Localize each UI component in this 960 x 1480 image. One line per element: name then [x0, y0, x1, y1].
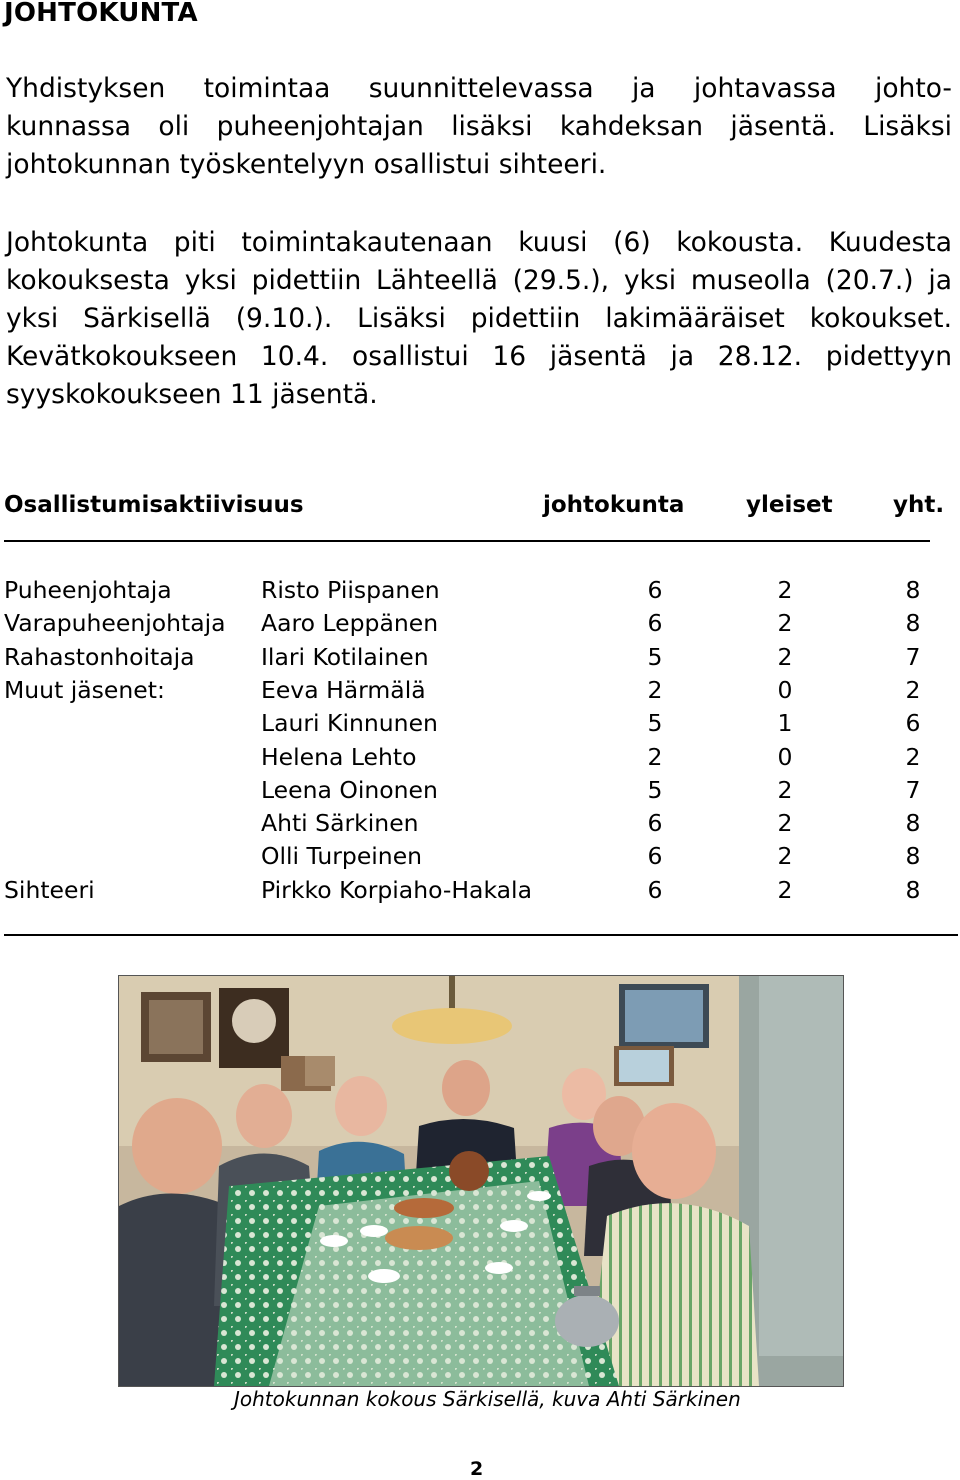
name-cell: Olli Turpeinen	[261, 842, 423, 871]
yht-cell: 8	[905, 809, 921, 838]
role-cell: Puheenjohtaja	[4, 576, 172, 604]
yleiset-cell: 2	[777, 576, 793, 604]
yleiset-cell: 2	[777, 642, 793, 671]
name-cell: Aaro Leppänen	[261, 609, 439, 638]
table-row	[0, 743, 960, 777]
role-cell: Rahastonhoitaja	[4, 642, 195, 671]
table-row	[0, 876, 960, 910]
meeting-photo-illustration	[119, 976, 843, 1386]
name-cell: Leena Oinonen	[261, 775, 438, 804]
paragraph-board-composition	[6, 70, 952, 184]
johtokunta-cell: 6	[647, 809, 663, 838]
johtokunta-cell: 6	[647, 609, 663, 638]
paragraph-line: Kevätkokoukseen 10.4. osallistui 16 jäsentä ja 28.12. pidettyyn	[6, 341, 952, 372]
yleiset-cell: 0	[777, 742, 793, 771]
johtokunta-cell: 2	[647, 675, 663, 704]
column-header-yleiset: yleiset	[746, 492, 833, 518]
name-cell: Ilari Kotilainen	[261, 642, 429, 671]
table-row	[0, 842, 960, 876]
yht-cell: 7	[905, 642, 921, 671]
participation-table	[0, 576, 960, 916]
page-heading: JOHTOKUNTA	[4, 0, 198, 28]
name-cell: Lauri Kinnunen	[261, 709, 438, 738]
paragraph-line: syyskokoukseen 11 jäsentä.	[6, 379, 378, 410]
yleiset-cell: 0	[777, 675, 793, 704]
table-row	[0, 709, 960, 743]
johtokunta-cell: 5	[647, 775, 663, 804]
paragraph-meetings	[6, 224, 952, 414]
yht-cell: 8	[905, 576, 921, 604]
yleiset-cell: 2	[777, 809, 793, 838]
column-header-johtokunta: johtokunta	[543, 492, 685, 518]
paragraph-line: johtokunnan työskentelyyn osallistui sihteeri.	[6, 149, 607, 180]
johtokunta-cell: 6	[647, 875, 663, 904]
yht-cell: 8	[905, 609, 921, 638]
paragraph-line: Yhdistyksen toimintaa suunnittelevassa ja johtavassa johto-	[6, 73, 952, 104]
yht-cell: 7	[905, 775, 921, 804]
yleiset-cell: 2	[777, 842, 793, 871]
name-cell: Ahti Särkinen	[261, 809, 419, 838]
yht-cell: 2	[905, 742, 921, 771]
name-cell: Pirkko Korpiaho-Hakala	[261, 875, 532, 904]
page-number: 2	[470, 1458, 484, 1480]
table-row	[0, 809, 960, 843]
role-cell: Varapuheenjohtaja	[4, 609, 226, 638]
johtokunta-cell: 5	[647, 709, 663, 738]
paragraph-line: kokouksesta yksi pidettiin Lähteellä (29.5.), yksi museolla (20.7.) ja	[6, 265, 952, 296]
table-title: Osallistumisaktiivisuus	[4, 492, 304, 518]
johtokunta-cell: 5	[647, 642, 663, 671]
yleiset-cell: 2	[777, 775, 793, 804]
paragraph-line: Johtokunta piti toimintakautenaan kuusi (6) kokousta. Kuudesta	[6, 227, 952, 258]
yht-cell: 6	[905, 709, 921, 738]
yleiset-cell: 2	[777, 609, 793, 638]
name-cell: Helena Lehto	[261, 742, 417, 771]
paragraph-line: yksi Särkisellä (9.10.). Lisäksi pidettiin lakimääräiset kokoukset.	[6, 303, 952, 334]
johtokunta-cell: 6	[647, 576, 663, 604]
role-cell: Muut jäsenet:	[4, 675, 165, 704]
role-cell: Sihteeri	[4, 875, 95, 904]
yht-cell: 8	[905, 875, 921, 904]
header-divider	[4, 540, 930, 542]
table-row	[0, 643, 960, 677]
yleiset-cell: 2	[777, 875, 793, 904]
table-row	[0, 576, 960, 610]
yleiset-cell: 1	[777, 709, 793, 738]
meeting-photo	[118, 975, 844, 1387]
paragraph-line: kunnassa oli puheenjohtajan lisäksi kahdeksan jäsentä. Lisäksi	[6, 111, 952, 142]
table-row	[0, 676, 960, 710]
column-header-yht: yht.	[893, 492, 945, 518]
table-row	[0, 776, 960, 810]
yht-cell: 2	[905, 675, 921, 704]
table-bottom-divider	[4, 934, 958, 936]
yht-cell: 8	[905, 842, 921, 871]
name-cell: Risto Piispanen	[261, 576, 440, 604]
table-row	[0, 609, 960, 643]
johtokunta-cell: 2	[647, 742, 663, 771]
photo-caption: Johtokunnan kokous Särkisellä, kuva Ahti Särkinen	[234, 1387, 741, 1411]
johtokunta-cell: 6	[647, 842, 663, 871]
name-cell: Eeva Härmälä	[261, 675, 426, 704]
